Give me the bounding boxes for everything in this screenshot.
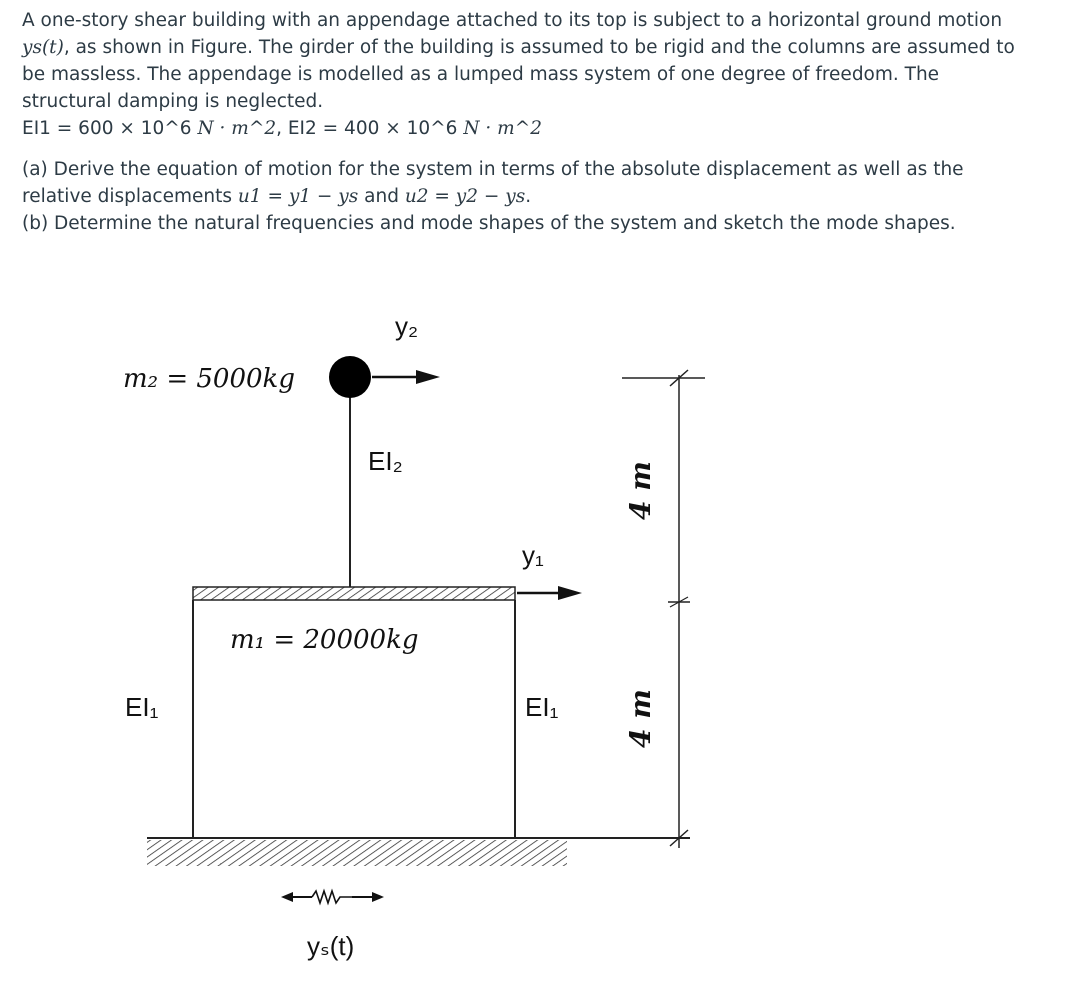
part-a-and: and [364, 186, 399, 207]
relative-displacement-u1: u1 = y1 − ys [237, 186, 359, 207]
ground-motion-label: yₛ(t) [307, 931, 355, 961]
given-unit-1: N · m^2 [197, 118, 277, 139]
ei1-right-label: EI₁ [525, 692, 559, 722]
height-upper-label: 4 m [624, 461, 657, 520]
intro-text-2: , as shown in Figure. The girder of the building is assumed to be rigid and the columns are assumed to [63, 37, 1015, 58]
relative-displacement-u2: u2 = y2 − ys [404, 186, 526, 207]
given-unit-2: N · m^2 [463, 118, 542, 139]
m1-label: m₁ = 20000kg [230, 625, 419, 655]
y2-label: y₂ [395, 311, 419, 341]
intro-text-1: A one-story shear building with an appendage attached to its top is subject to a horizontal ground motion [22, 10, 1003, 31]
m2-label: m₂ = 5000kg [123, 364, 295, 394]
rigid-girder [193, 587, 515, 600]
y2-arrow-head [416, 370, 440, 384]
given-ei1: EI1 = 600 × 10^6 [22, 118, 192, 139]
y1-label: y₁ [522, 540, 544, 570]
part-a-text-1: (a) Derive the equation of motion for the system in terms of the absolute displacement as well as the [22, 159, 964, 180]
ei2-label: EI₂ [368, 446, 403, 476]
intro-text-3: be massless. The appendage is modelled as a lumped mass system of one degree of freedom. The [22, 64, 940, 85]
ground-hatching [147, 840, 567, 866]
part-a-period: . [525, 186, 532, 207]
ground-motion-arrow-right [372, 892, 384, 902]
given-ei2: , EI2 = 400 × 10^6 [276, 118, 458, 139]
y1-arrow-head [558, 586, 582, 600]
height-lower-label: 4 m [624, 689, 657, 748]
part-a-text-2: relative displacements [22, 186, 232, 207]
ground-motion-arrow-left [281, 892, 293, 902]
ei1-left-label: EI₁ [125, 692, 159, 722]
part-b-text: (b) Determine the natural frequencies and mode shapes of the system and sketch the mode shapes. [22, 213, 956, 234]
intro-text-4: structural damping is neglected. [22, 91, 324, 112]
ground-motion-variable: ys(t) [22, 37, 64, 58]
ground-motion-wave [312, 891, 352, 903]
lumped-mass-m2 [329, 356, 371, 398]
